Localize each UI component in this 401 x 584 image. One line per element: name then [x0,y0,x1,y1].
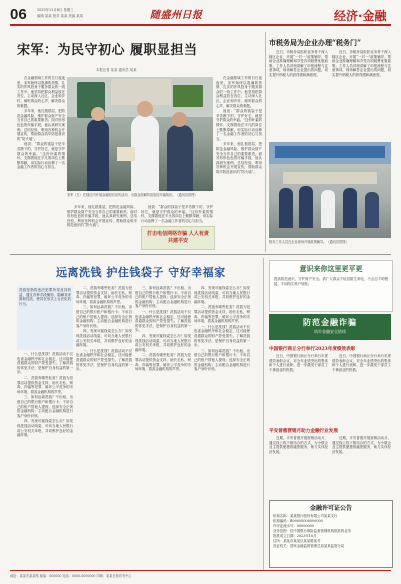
main-article-para2: 多年来，他扎根基层，把防范金融风险、维护群众财产安全当作自己的重要职责。面对形形色色的诈骗手段，他认真研究案例，总结经验，利用各种机会开展宣传，帮助群众筑牢防范意识的“防火墙”。 [17,109,65,141]
feature-col1-para3: 三、如何远离洗钱？不出租、出借自己的银行账户和银行卡；不用自己的账户替他人提现；选择安全正规的金融机构；主动配合金融机构进行客户身份识别。 [17,395,73,418]
main-article-col3 [141,205,213,225]
sidebar-news-2-body [269,436,391,496]
right-article-body [269,50,391,140]
license-notice-line: 机构名称：某某银行股份有限公司某某支行 [273,514,338,518]
main-article-para1: 在金融领域工作的日日夜夜里，宋军始终以饱满的热情、扎实的作风投身于服务群众的一线工作中。他坚持把群众利益放在首位，主动深入社区、企业和乡村，倾听群众的心声，解决群众的难题。 [17,76,65,108]
feature-col1-para1: 一、什么是洗钱？洗钱活动不仅危害金融秩序和社会稳定，还可能使普通群众的财产蒙受损失。了解洗钱的常见手法，是保护自身权益的第一步。 [17,352,73,375]
promo-2-subtitle: 筑牢金融安全防线 [314,329,346,334]
feature-headline: 远离洗钱 护住钱袋子 守好幸福家 [56,266,226,279]
footer-rule [10,570,391,571]
license-notice-line: 机构编码：B0000S000000000 [273,519,323,523]
right-article-photo-caption: 税务工作人员在企业现场开展政策辅导。（通讯员供图） [269,240,349,244]
right-article-para1: 近日，市税务局组织业务骨干深入辖区企业，开展“一对一”政策辅导，帮助企业准确理解和享受各项税费优惠政策。工作人员详细讲解了申报流程与注意事项，现场解答企业提出的问题，切实提升纳税人的获得感和满意度。 [269,50,328,77]
section-title: 经济·金融 [334,9,387,23]
promo-1-body: 提高防范意识，守护财产安全。请广大群众不轻信陌生来电，不点击不明链接，不向陌生账户转账。 [274,277,388,286]
sidebar-news-1-title: 中国银行商丘分行举行2023年度绩效表彰 [269,347,356,352]
main-article-col2-text: 多年来，他扎根基层，把防范金融风险、维护群众财产安全当作自己的重要职责。面对形形色色的诈骗手段，他认真研究案例，总结经验，利用各种机会开展宣传，帮助群众筑牢防范意识的“防火墙”。 [67,205,137,228]
promo-2-title: 防范金融诈骗 [303,317,357,327]
license-notice-lines [273,514,389,549]
license-notice [269,500,393,568]
sidebar-news-2-para1: 近期，平安普惠开展营销活动月，通过线上线下相结合的方式，为小微企业主提供便捷的融资服务，助力实体经济发展。 [269,436,328,454]
license-notice-line: 发证机关：国家金融监督管理总局某某监管分局 [273,544,345,548]
feature-divider [263,258,264,570]
main-article-photo-caption: 宋军（左）在辖区内开展金融知识宣传活动，为群众讲解防范电信诈骗知识。（通讯员供图） [67,193,198,197]
main-article-col1 [17,76,65,251]
feature-col4-para4: 三、如何远离洗钱？不出租、出借自己的银行账户和银行卡；不用自己的账户替他人提现；选择安全正规的金融机构；主动配合金融机构进行客户身份识别。 [194,348,250,372]
feature-col3-para1: 三、如何远离洗钱？不出租、出借自己的银行账户和银行卡；不用自己的账户替他人提现；选择安全正规的金融机构；主动配合金融机构进行客户身份识别。 [135,286,191,309]
feature-col2-para1: 二、洗钱有哪些危害？洗钱为犯罪活动提供资金支持，助长走私、贩毒、诈骗等犯罪，破坏公平竞争的市场环境，损害金融机构的声誉。 [76,286,132,304]
promo-box-1 [269,260,393,312]
feature-column-1 [17,286,73,566]
column-divider [265,32,266,252]
mid-rule [10,254,391,255]
feature-col4-para3: 一、什么是洗钱？洗钱活动不仅危害金融秩序和社会稳定，还可能使普通群众的财产蒙受损失。了解洗钱的常见手法，是保护自身权益的第一步。 [194,324,250,348]
main-article-col4-para3: 多年来，他扎根基层，把防范金融风险、维护群众财产安全当作自己的重要职责。面对形形色色的诈骗手段，他认真研究案例，总结经验，利用各种机会开展宣传，帮助群众筑牢防范意识的“防火墙”。 [216,142,262,174]
sidebar-news-2-para2: 近期，平安普惠开展营销活动月，通过线上线下相结合的方式，为小微企业主提供便捷的融资服务，助力实体经济发展。 [332,436,391,454]
main-article-byline: 本报记者 某某 通讯员 某某 [96,68,137,72]
main-article-col4-para2: 他说：“群众的钱袋子是辛苦攒下的，守护好它，就是守护群众的幸福。”这份朴素的情怀，支撑着他在平凡的岗位上默默奉献，用实际行动诠释了一名金融工作者的初心与担当。 [216,109,262,141]
main-article-col3-text: 他说：“群众的钱袋子是辛苦攒下的，守护好它，就是守护群众的幸福。”这份朴素的情怀，支撑着他在平凡的岗位上默默奉献，用实际行动诠释了一名金融工作者的初心与担当。 [141,205,213,223]
paper-logo: 随盛州日报 [150,10,203,21]
sidebar-news-1-para2: 近日，中国银行商丘分行举行年度绩效表彰会议，对全年业绩突出的集体和个人进行表彰，进一步激发干部员工干事创业的热情。 [332,354,391,372]
anti-fraud-banner-text: 打击电信网络诈骗 人人有责 共建平安 [147,231,209,244]
main-article-headline: 宋军：为民守初心 履职显担当 [17,43,198,58]
sidebar-news-2-title: 平安普惠营销月助力金融行业发展 [269,429,338,434]
sidebar-news-1-body [269,354,391,424]
feature-column-2 [76,286,132,566]
right-article-para2: 近日，市税务局组织业务骨干深入辖区企业，开展“一对一”政策辅导，帮助企业准确理解和享受各项税费优惠政策。工作人员详细讲解了申报流程与注意事项，现场解答企业提出的问题，切实提升纳税人的获得感和满意度。 [332,50,391,77]
feature-intro-box [17,286,73,350]
issue-date: 2023年11月8日 星期三 [37,8,74,12]
license-notice-line: 许可证流水号：00000000 [273,524,314,528]
main-article-photo [67,77,213,191]
feature-col3-para4: 二、洗钱有哪些危害？洗钱为犯罪活动提供资金支持，助长走私、贩毒、诈骗等犯罪，破坏公平竞争的市场环境，损害金融机构的声誉。 [135,353,191,372]
promo-box-2 [269,314,391,340]
feature-column-4 [194,286,250,566]
license-notice-line: 批准成立日期：2023年10月 [273,534,317,538]
main-article-col4-para1: 在金融领域工作的日日夜夜里，宋军始终以饱满的热情、扎实的作风投身于服务群众的一线工作中。他坚持把群众利益放在首位，主动深入社区、企业和乡村，倾听群众的心声，解决群众的难题。 [216,76,262,108]
feature-col4-para2: 二、洗钱有哪些危害？洗钱为犯罪活动提供资金支持，助长走私、贩毒、诈骗等犯罪，破坏公平竞争的市场环境，损害金融机构的声誉。 [194,305,250,324]
feature-col3-para2: 一、什么是洗钱？洗钱活动不仅危害金融秩序和社会稳定，还可能使普通群众的财产蒙受损失。了解洗钱的常见手法，是保护自身权益的第一步。 [135,309,191,333]
license-notice-title: 金融许可证公告 [309,505,352,512]
anti-fraud-banner [141,226,215,250]
license-notice-line: 住所：某某市某某区某某路某号 [273,539,321,543]
feature-col1-para2: 二、洗钱有哪些危害？洗钱为犯罪活动提供资金支持，助长走私、贩毒、诈骗等犯罪，破坏公平竞争的市场环境，损害金融机构的声誉。 [17,375,73,394]
header-rule [10,24,391,26]
feature-col2-para3: 四、发现可疑线索怎么办？如发现洗钱活动线索，可向当地人民银行或公安机关举报，共同维护良好的金融环境。 [76,329,132,348]
feature-col1-body [17,352,73,564]
promo-1-title: 意识来你这里更平更 [299,264,363,273]
main-article-para3: 他说：“群众的钱袋子是辛苦攒下的，守护好它，就是守护群众的幸福。”这份朴素的情怀，支撑着他在平凡的岗位上默默奉献，用实际行动诠释了一名金融工作者的初心与担当。 [17,142,65,170]
feature-col2-para2: 三、如何远离洗钱？不出租、出借自己的银行账户和银行卡；不用自己的账户替他人提现；选择安全正规的金融机构；主动配合金融机构进行客户身份识别。 [76,305,132,328]
feature-column-3 [135,286,191,566]
page-number: 06 [10,6,27,23]
feature-intro: 洗钱是指将违法犯罪所得及其收益，通过各种手段掩饰、隐瞒其来源和性质，使其在形式上合法化的行为。 [19,288,71,306]
right-article-photo [269,142,391,238]
issue-editors: 编辑 某某 校对 某某 美编 某某 [37,14,84,18]
right-article-headline: 市税务局为企业办理“税务门” [269,38,362,47]
feature-col4-para1: 四、发现可疑线索怎么办？如发现洗钱活动线索，可向当地人民银行或公安机关举报，共同维护良好的金融环境。 [194,286,250,304]
feature-col1-para4: 四、发现可疑线索怎么办？如发现洗钱活动线索，可向当地人民银行或公安机关举报，共同维护良好的金融环境。 [17,419,73,438]
feature-col2-para4: 一、什么是洗钱？洗钱活动不仅危害金融秩序和社会稳定，还可能使普通群众的财产蒙受损失。了解洗钱的常见手法，是保护自身权益的第一步。 [76,348,132,372]
sidebar-news-1-para1: 近日，中国银行商丘分行举行年度绩效表彰会议，对全年业绩突出的集体和个人进行表彰，进一步激发干部员工干事创业的热情。 [269,354,328,372]
footer-text: 地址：某某市某某路 邮编：000000 电话：0000-0000000 印刷：某某日报印务中心 [10,574,132,578]
feature-col3-para3: 四、发现可疑线索怎么办？如发现洗钱活动线索，可向当地人民银行或公安机关举报，共同维护良好的金融环境。 [135,333,191,352]
main-article-col2 [67,205,137,249]
license-notice-line: 业务范围：经中国银行保险监督管理机构批准的业务 [273,529,351,533]
main-article-col4 [216,76,262,251]
